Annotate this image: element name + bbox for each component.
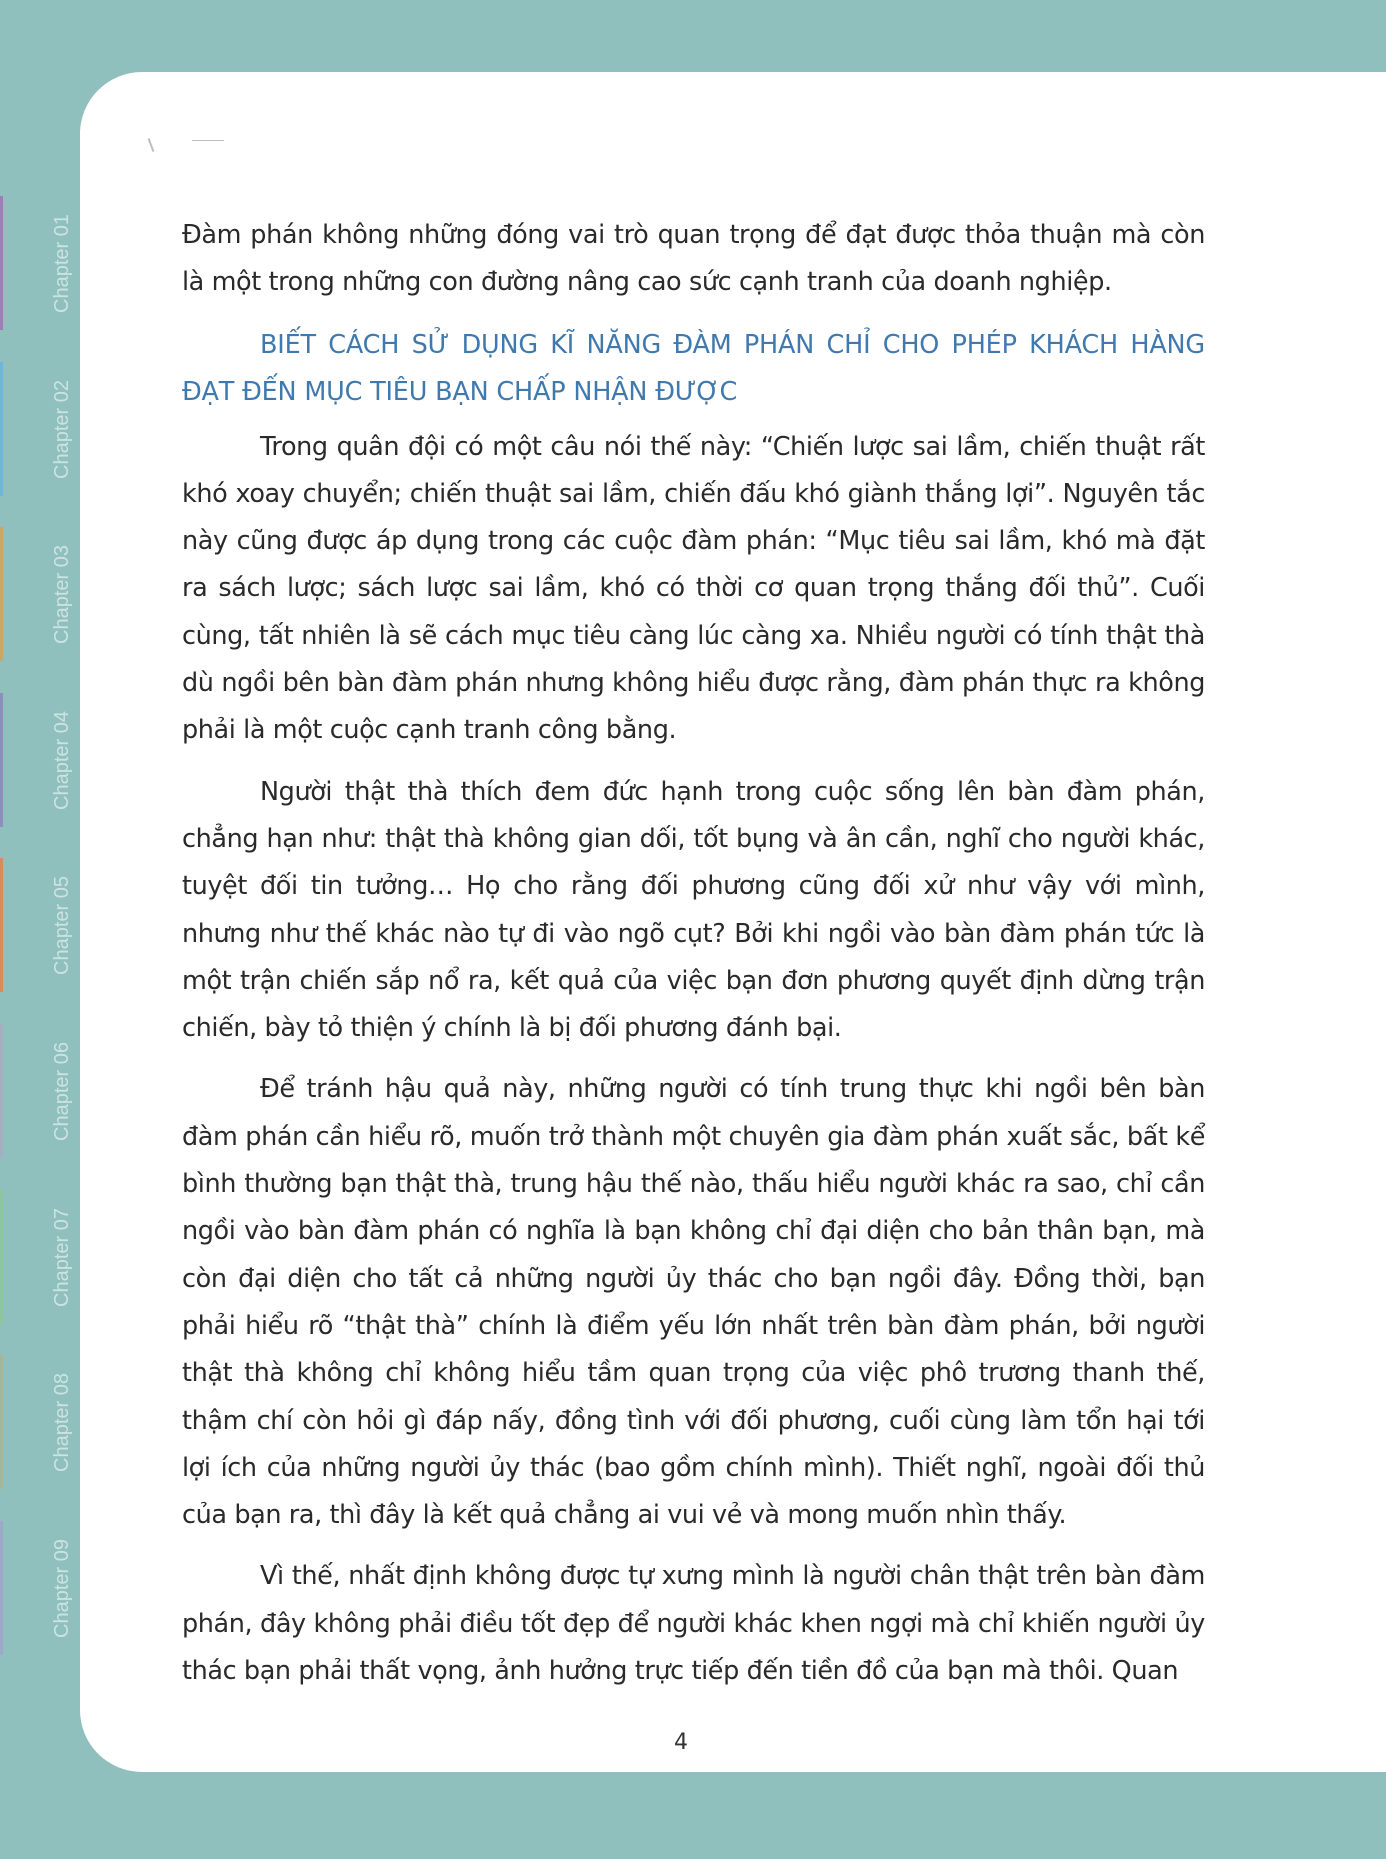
chapter-tab-02[interactable]: [0, 362, 80, 496]
chapter-tab-label: Chapter 04: [50, 710, 73, 810]
chapter-tab-color-bar: [0, 1190, 3, 1324]
chapter-tab-label: Chapter 05: [50, 875, 73, 975]
chapter-tab-label: Chapter 07: [50, 1207, 73, 1307]
section-heading: BIẾT CÁCH SỬ DỤNG KĨ NĂNG ĐÀM PHÁN CHỈ CHO PHÉP KHÁCH HÀNG ĐẠT ĐẾN MỤC TIÊU BẠN CHẤP NHẬN ĐƯỢC: [182, 329, 1205, 407]
body-text: [182, 212, 1205, 1695]
chapter-tab-01[interactable]: [0, 196, 80, 330]
chapter-tab-03[interactable]: [0, 527, 80, 661]
chapter-tab-07[interactable]: [0, 1190, 80, 1324]
chapter-tab-color-bar: [0, 1355, 3, 1489]
chapter-tab-label: Chapter 06: [50, 1041, 73, 1141]
chapter-tab-06[interactable]: [0, 1024, 80, 1158]
chapter-tab-04[interactable]: [0, 693, 80, 827]
corner-crop-mark: [150, 138, 224, 140]
chapter-tab-label: Chapter 08: [50, 1372, 73, 1472]
chapter-tab-label: Chapter 01: [50, 213, 73, 313]
chapter-tab-color-bar: [0, 362, 3, 496]
chapter-tab-color-bar: [0, 196, 3, 330]
chapter-tab-label: Chapter 09: [50, 1538, 73, 1638]
chapter-tab-label: Chapter 03: [50, 544, 73, 644]
chapter-tab-09[interactable]: [0, 1521, 80, 1655]
paragraph: Trong quân đội có một câu nói thế này: “Chiến lược sai lầm, chiến thuật rất khó xoay chuyển; chiến thuật sai lầm, chiến đấu khó giành thắng lợi”. Nguyên tắc này cũng được áp dụng trong các cuộc đàm phán: “Mục tiêu sai lầm, khó mà đặt ra sách lược; sách lược sai lầm, khó có thời cơ quan trọng thắng đối thủ”. Cuối cùng, tất nhiên là sẽ cách mục tiêu càng lúc càng xa. Nhiều người có tính thật thà dù ngồi bên bàn đàm phán nhưng không hiểu được rằng, đàm phán thực ra không phải là một cuộc cạnh tranh công bằng.: [182, 431, 1205, 746]
chapter-tab-color-bar: [0, 1521, 3, 1655]
chapter-tab-color-bar: [0, 858, 3, 992]
paragraph: Người thật thà thích đem đức hạnh trong cuộc sống lên bàn đàm phán, chẳng hạn như: thật thà không gian dối, tốt bụng và ân cần, nghĩ cho người khác, tuyệt đối tin tưởng… Họ cho rằng đối phương cũng đối xử như vậy với mình, nhưng như thế khác nào tự đi vào ngõ cụt? Bởi khi ngồi vào bàn đàm phán tức là một trận chiến sắp nổ ra, kết quả của việc bạn đơn phương quyết định dừng trận chiến, bày tỏ thiện ý chính là bị đối phương đánh bại.: [182, 776, 1205, 1044]
crop-line: [192, 140, 224, 141]
chapter-tab-color-bar: [0, 1024, 3, 1158]
chapter-tab-color-bar: [0, 693, 3, 827]
chapter-tab-label: Chapter 02: [50, 379, 73, 479]
paragraph: Vì thế, nhất định không được tự xưng mình là người chân thật trên bàn đàm phán, đây không phải điều tốt đẹp để người khác khen ngợi mà chỉ khiến người ủy thác bạn phải thất vọng, ảnh hưởng trực tiếp đến tiền đồ của bạn mà thôi. Quan: [182, 1561, 1205, 1687]
chapter-tab-05[interactable]: [0, 858, 80, 992]
paragraph: Để tránh hậu quả này, những người có tính trung thực khi ngồi bên bàn đàm phán cần hiểu rõ, muốn trở thành một chuyên gia đàm phán xuất sắc, bất kể bình thường bạn thật thà, trung hậu thế nào, thấu hiểu người khác ra sao, chỉ cần ngồi vào bàn đàm phán có nghĩa là bạn không chỉ đại diện cho bản thân bạn, mà còn đại diện cho tất cả những người ủy thác cho bạn ngồi đây. Đồng thời, bạn phải hiểu rõ “thật thà” chính là điểm yếu lớn nhất trên bàn đàm phán, bởi người thật thà không chỉ không hiểu tầm quan trọng của việc phô trương thanh thế, thậm chí còn hỏi gì đáp nấy, đồng tình với đối phương, cuối cùng làm tổn hại tới lợi ích của những người ủy thác (bao gồm chính mình). Thiết nghĩ, ngoài đối thủ của bạn ra, thì đây là kết quả chẳng ai vui vẻ và mong muốn nhìn thấy.: [182, 1074, 1205, 1531]
intro-paragraph: Đàm phán không những đóng vai trò quan trọng để đạt được thỏa thuận mà còn là một trong những con đường nâng cao sức cạnh tranh của doanh nghiệp.: [182, 220, 1205, 298]
chapter-tab-08[interactable]: [0, 1355, 80, 1489]
page-number: 4: [674, 1730, 688, 1755]
chapter-tab-color-bar: [0, 527, 3, 661]
